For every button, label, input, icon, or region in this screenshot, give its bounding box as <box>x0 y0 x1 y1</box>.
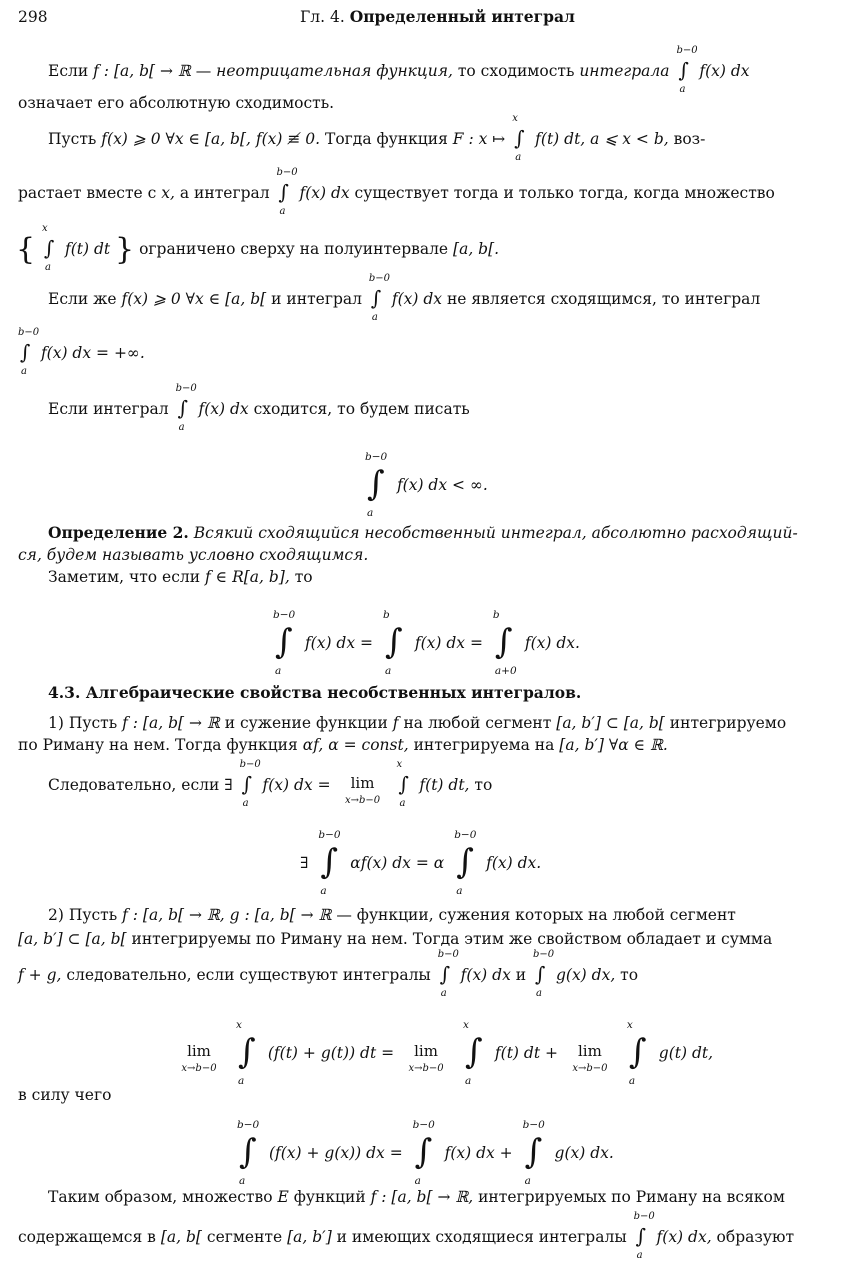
integral-sign: b−0 ∫ a <box>239 759 261 809</box>
section-number: 4.3. <box>48 683 81 702</box>
integral-sign: b−0 ∫ a <box>237 1119 260 1187</box>
paragraph-4-line-1: Если интеграл b−0 ∫ a f(x) dx сходится, то будем писать <box>48 383 470 433</box>
paragraph-1-line-1: Если f : [a, b[ → ℝ — неотрицательная функция, то сходимость интеграла b−0 ∫ a f(x) dx <box>48 45 750 95</box>
chapter-heading <box>300 8 575 26</box>
equation-scalar-multiple: ∃ b−0 ∫ a αf(x) dx = α b−0 ∫ a f(x) dx. <box>300 829 542 897</box>
integral-sign: x ∫ a <box>42 223 55 273</box>
integral-sign: b−0 ∫ a <box>533 949 555 999</box>
integral-sign: b ∫ a+0 <box>492 609 517 677</box>
item-2-mid-text: в силу чего <box>18 1086 112 1104</box>
limit-operator: lim x→b−0 <box>344 774 381 806</box>
equation-riemann: b−0 ∫ a f(x) dx = b ∫ a f(x) dx = b ∫ a+0 f(x) dx. <box>273 609 580 677</box>
paragraph-2-line-3: { x ∫ a f(t) dt } ограничено сверху на полуинтервале [a, b[. <box>16 223 500 273</box>
integral-sign: b−0 ∫ a <box>318 829 341 897</box>
paragraph-2-line-2: растает вместе с x, а интеграл b−0 ∫ a f(x) dx существует тогда и только тогда, когда множество <box>18 167 775 217</box>
definition-label: Определение 2. <box>48 523 189 542</box>
integral-sign: b−0 ∫ a <box>522 1119 545 1187</box>
integral-sign: b−0 ∫ a <box>633 1211 655 1261</box>
equation-sum-limits: lim x→b−0 x ∫ a (f(t) + g(t)) dt = lim x→b−0 x ∫ a f(t) dt + lim x→b−0 x ∫ a g(t) dt, <box>172 1036 860 1072</box>
item-1-line-2: по Риману на нем. Тогда функция αf, α = const, интегрируема на [a, b′] ∀α ∈ ℝ. <box>18 736 668 754</box>
paragraph-2-line-1: Пусть f(x) ⩾ 0 ∀x ∈ [a, b[, f(x) ≢ 0. Тогда функция F : x ↦ x ∫ a f(t) dt, a ⩽ x < b, воз- <box>48 113 706 163</box>
last-paragraph-line-2: содержащемся в [a, b[ сегменте [a, b′] и имеющих сходящиеся интегралы b−0 ∫ a f(x) dx, образуют <box>18 1211 795 1261</box>
integral-sign: x ∫ a <box>396 759 409 809</box>
limit-operator: lim x→b−0 <box>181 1042 217 1074</box>
integral-sign: b−0 ∫ a <box>175 383 197 433</box>
chapter-number: Гл. 4. <box>300 8 345 26</box>
integral-sign: b−0 ∫ a <box>454 829 477 897</box>
limit-operator: lim x→b−0 <box>572 1042 608 1074</box>
integral-sign: b−0 ∫ a <box>412 1119 435 1187</box>
item-2-line-2: [a, b′] ⊂ [a, b[ интегрируемы по Риману на нем. Тогда этим же свойством обладает и сумма <box>18 930 773 948</box>
paragraph-3-line-1: Если же f(x) ⩾ 0 ∀x ∈ [a, b[ и интеграл b−0 ∫ a f(x) dx не является сходящимся, то интеграл <box>48 273 761 323</box>
last-paragraph-line-1: Таким образом, множество E функций f : [a, b[ → ℝ, интегрируемых по Риману на всяком <box>48 1188 785 1206</box>
definition-2-line-1: Определение 2. Всякий сходящийся несобственный интеграл, абсолютно расходящий- <box>48 523 798 542</box>
item-2-line-3: f + g, следовательно, если существуют интегралы b−0 ∫ a f(x) dx и b−0 ∫ a g(x) dx, то <box>18 949 639 999</box>
integral-sign: b−0 ∫ a <box>368 273 391 323</box>
section-title: Алгебраические свойства несобственных интегралов. <box>85 683 582 702</box>
chapter-title: Определенный интеграл <box>349 7 575 26</box>
definition-2-line-2: ся, будем называть условно сходящимся. <box>18 546 369 564</box>
right-brace: } <box>115 232 135 267</box>
page-number: 298 <box>18 8 48 26</box>
paragraph-5-line-1: Заметим, что если f ∈ R[a, b], то <box>48 568 313 586</box>
section-heading <box>48 684 860 702</box>
equation-sum-integrals: b−0 ∫ a (f(x) + g(x)) dx = b−0 ∫ a f(x) dx + b−0 ∫ a g(x) dx. <box>237 1119 614 1187</box>
item-1-line-3: Следовательно, если ∃ b−0 ∫ a f(x) dx = lim x→b−0 x ∫ a f(t) dt, то <box>48 759 493 809</box>
integral-sign: b−0 ∫ a <box>437 949 459 999</box>
integral-sign: b−0 ∫ a <box>676 45 698 95</box>
paragraph-1-line-2: означает его абсолютную сходимость. <box>18 94 335 112</box>
equation-convergent: b−0 ∫ a f(x) dx < ∞. <box>365 451 488 519</box>
integral-sign: b ∫ a <box>382 609 403 677</box>
integral-sign: b−0 ∫ a <box>273 609 296 677</box>
integral-sign: x ∫ a <box>626 1019 647 1087</box>
limit-operator: lim x→b−0 <box>408 1042 444 1074</box>
left-brace: { <box>16 232 36 267</box>
integral-sign: x ∫ a <box>512 113 525 163</box>
integral-sign: b−0 ∫ a <box>18 327 40 377</box>
integral-sign: b−0 ∫ a <box>276 167 298 217</box>
integral-sign: x ∫ a <box>235 1019 256 1087</box>
integral-sign: x ∫ a <box>462 1019 483 1087</box>
integral-sign: b−0 ∫ a <box>365 451 388 519</box>
item-1-line-1: 1) Пусть f : [a, b[ → ℝ и сужение функции f на любой сегмент [a, b′] ⊂ [a, b[ интегрируемо <box>48 714 787 732</box>
paragraph-3-line-2: b−0 ∫ a f(x) dx = +∞. <box>18 327 145 377</box>
item-2-line-1: 2) Пусть f : [a, b[ → ℝ, g : [a, b[ → ℝ — функции, сужения которых на любой сегмент <box>48 906 736 924</box>
